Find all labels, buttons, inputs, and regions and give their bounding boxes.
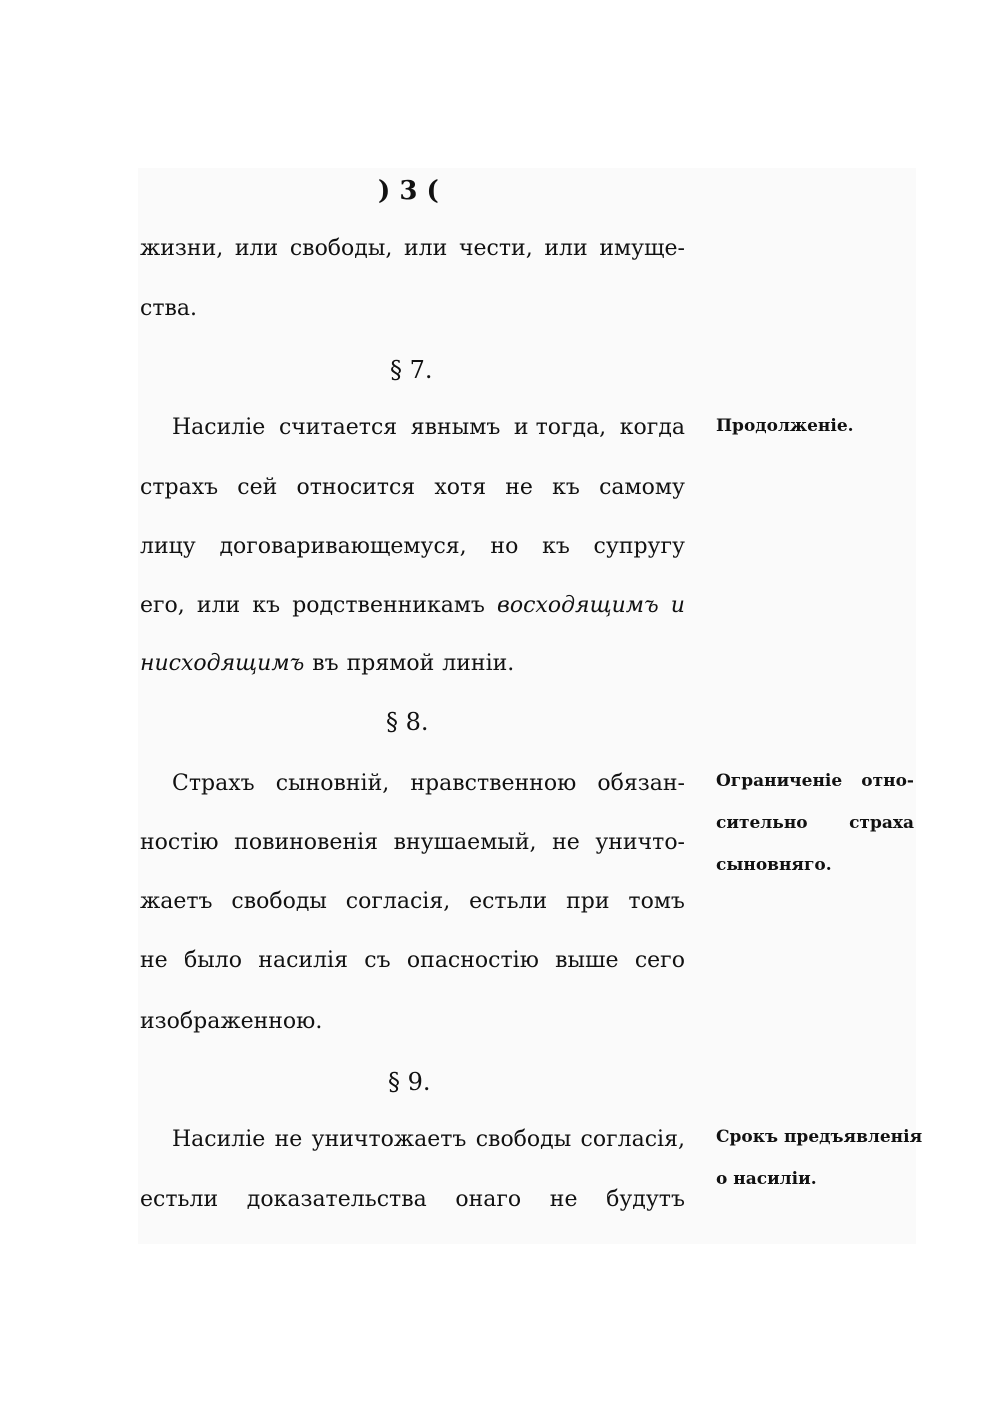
text-line: Страхъ сыновній, нравственною обязан- <box>172 771 685 796</box>
text-line: изображенною. <box>140 1009 323 1034</box>
text-line: Насиліе не уничтожаетъ свободы согласія, <box>172 1127 685 1152</box>
text-line: не было насилія съ опасностію выше сего <box>140 948 685 973</box>
text-line: его, или къ родственникамъ восходящимъ и <box>140 593 685 618</box>
text-line: естьли доказательства онаго не будутъ <box>140 1187 685 1212</box>
page-area <box>138 168 923 1244</box>
text-line: жаетъ свободы согласія, естьли при томъ <box>140 889 685 914</box>
text-line: лицу договаривающемуся, но къ супругу <box>140 534 685 559</box>
text-line: ства. <box>140 296 197 321</box>
margin-note-section-9: Срокъ предъявленія о насиліи. <box>716 1127 923 1189</box>
text-line: страхъ сей относится хотя не къ самому <box>140 475 685 500</box>
section-8-heading: § 8. <box>386 708 429 736</box>
page-number-header: ) 3 ( <box>378 176 439 206</box>
text-line: нисходящимъ въ прямой линіи. <box>140 651 515 676</box>
section-7-heading: § 7. <box>390 356 433 384</box>
margin-note-section-8: Ограниченіе отно- сительно страха сыновняго. <box>716 771 914 875</box>
margin-note-section-7: Продолженіе. <box>716 416 854 436</box>
section-9-heading: § 9. <box>388 1068 431 1096</box>
text-line: Насиліе считается явнымъ и тогда, когда <box>172 415 685 440</box>
text-line: жизни, или свободы, или чести, или имуще- <box>140 236 685 261</box>
text-line: ностію повиновенія внушаемый, не уничто- <box>140 830 685 855</box>
